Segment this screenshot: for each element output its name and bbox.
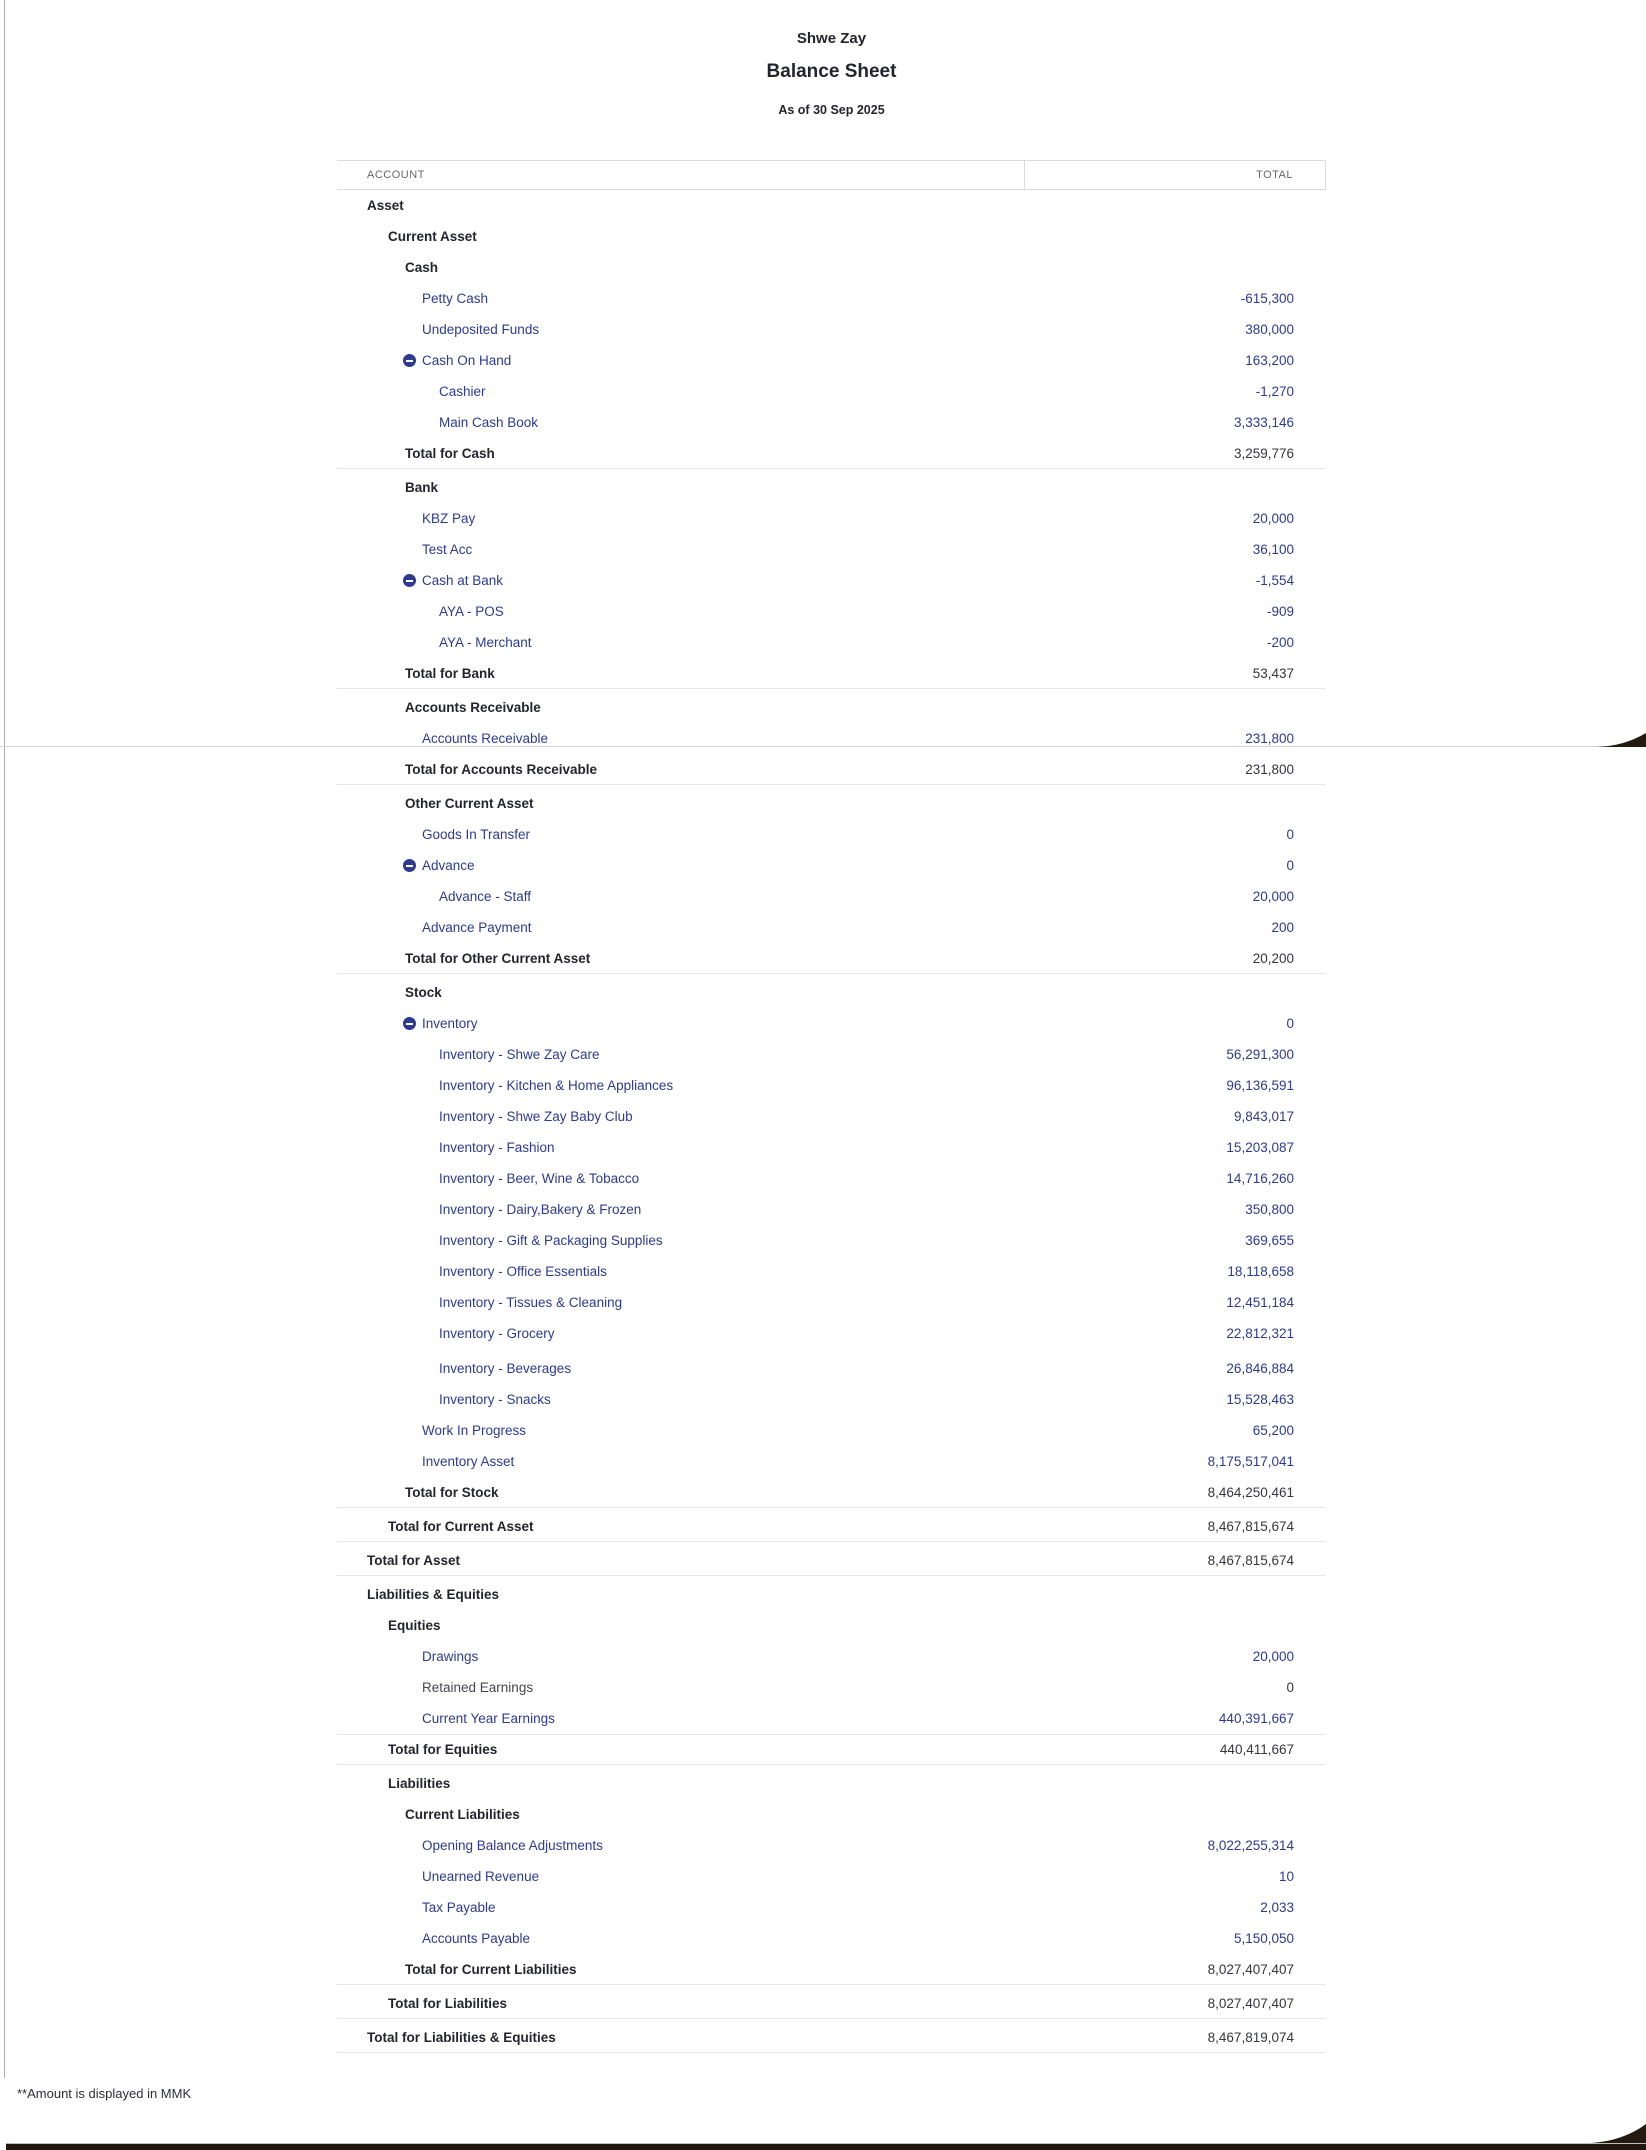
account-label[interactable]: AYA - POS xyxy=(439,604,504,619)
amount-value[interactable]: -615,300 xyxy=(1240,291,1294,306)
amount-value[interactable]: 20,000 xyxy=(1252,1649,1294,1664)
row-petty-cash xyxy=(337,283,1326,314)
account-label[interactable]: Advance - Staff xyxy=(439,889,532,904)
amount-value: 440,411,667 xyxy=(1219,1742,1294,1757)
amount-value[interactable]: 350,800 xyxy=(1245,1202,1294,1217)
account-label[interactable]: Inventory - Fashion xyxy=(439,1140,555,1155)
account-label: Liabilities xyxy=(388,1776,451,1791)
row-total-for-current-liabilities xyxy=(337,1954,1326,1985)
amount-value[interactable]: -1,554 xyxy=(1255,573,1294,588)
amount-value[interactable]: -200 xyxy=(1266,635,1294,650)
amount-value[interactable]: 200 xyxy=(1271,920,1294,935)
amount-value[interactable]: 231,800 xyxy=(1245,731,1294,746)
account-label: Total for Liabilities & Equities xyxy=(367,2029,556,2045)
amount-value[interactable]: 36,100 xyxy=(1252,542,1294,557)
account-label: Bank xyxy=(405,480,439,495)
amount-value[interactable]: 12,451,184 xyxy=(1226,1295,1294,1310)
account-label[interactable]: Advance xyxy=(422,858,475,873)
account-label: Total for Accounts Receivable xyxy=(405,761,598,777)
amount-value: 3,259,776 xyxy=(1233,445,1294,461)
account-label[interactable]: Inventory - Shwe Zay Care xyxy=(439,1047,600,1062)
row-advance xyxy=(337,850,1326,881)
row-inventory-kitchen-home-appliances xyxy=(337,1070,1326,1101)
account-label[interactable]: Goods In Transfer xyxy=(422,827,531,842)
amount-value[interactable]: 96,136,591 xyxy=(1226,1078,1294,1093)
amount-value: 8,467,819,074 xyxy=(1207,2029,1294,2045)
account-label[interactable]: Opening Balance Adjustments xyxy=(422,1838,603,1853)
amount-value[interactable]: 0 xyxy=(1286,858,1294,873)
amount-value[interactable]: 2,033 xyxy=(1260,1900,1294,1915)
account-label[interactable]: Drawings xyxy=(422,1649,479,1664)
row-asset xyxy=(337,190,1326,221)
row-accounts-payable xyxy=(337,1923,1326,1954)
row-total-for-liabilities-equities xyxy=(337,2022,1326,2053)
amount-value: 8,467,815,674 xyxy=(1207,1518,1294,1534)
account-label: Equities xyxy=(388,1618,441,1633)
amount-value[interactable]: 20,000 xyxy=(1252,511,1294,526)
row-cash xyxy=(337,252,1326,283)
row-bank xyxy=(337,472,1326,503)
amount-value: 20,200 xyxy=(1252,950,1294,966)
row-total-for-accounts-receivable xyxy=(337,754,1326,785)
account-label[interactable]: Advance Payment xyxy=(422,920,532,935)
account-label: Asset xyxy=(367,198,404,213)
account-label[interactable]: Unearned Revenue xyxy=(422,1869,540,1884)
account-label: Liabilities & Equities xyxy=(367,1587,500,1602)
amount-value[interactable]: -909 xyxy=(1266,604,1294,619)
account-label[interactable]: Petty Cash xyxy=(422,291,489,306)
amount-value[interactable]: 163,200 xyxy=(1245,353,1294,368)
account-label[interactable]: Inventory - Gift & Packaging Supplies xyxy=(439,1233,663,1248)
account-label: Total for Current Liabilities xyxy=(405,1961,577,1977)
amount-value[interactable]: 15,528,463 xyxy=(1226,1392,1294,1407)
amount-value[interactable]: 22,812,321 xyxy=(1226,1326,1294,1341)
account-label: Total for Asset xyxy=(367,1552,461,1568)
row-inventory-shwe-zay-baby-club xyxy=(337,1101,1326,1132)
collapse-minus-icon[interactable] xyxy=(403,354,416,367)
account-label[interactable]: Test Acc xyxy=(422,542,473,557)
amount-value[interactable]: 5,150,050 xyxy=(1233,1931,1294,1946)
amount-value: 8,027,407,407 xyxy=(1207,1961,1294,1977)
amount-value: 231,800 xyxy=(1245,761,1294,777)
row-kbz-pay xyxy=(337,503,1326,534)
amount-value: 8,027,407,407 xyxy=(1207,1995,1294,2011)
amount-value[interactable]: 369,655 xyxy=(1245,1233,1294,1248)
balance-sheet-table xyxy=(337,160,1326,2056)
account-label[interactable]: Inventory xyxy=(422,1016,478,1031)
row-total-for-cash xyxy=(337,438,1326,469)
row-inventory-beverages xyxy=(337,1353,1326,1384)
row-equities xyxy=(337,1610,1326,1641)
amount-value[interactable]: 0 xyxy=(1286,1016,1294,1031)
column-header-total: TOTAL xyxy=(1024,161,1326,189)
row-stock xyxy=(337,977,1326,1008)
account-label[interactable]: Cashier xyxy=(439,384,486,399)
amount-value[interactable]: 56,291,300 xyxy=(1226,1047,1294,1062)
account-label: Stock xyxy=(405,985,442,1000)
account-label: Other Current Asset xyxy=(405,796,534,811)
account-label[interactable]: Accounts Payable xyxy=(422,1931,531,1946)
account-label: Total for Liabilities xyxy=(388,1995,508,2011)
account-label[interactable]: Inventory - Office Essentials xyxy=(439,1264,607,1279)
row-other-current-asset xyxy=(337,788,1326,819)
account-label: Total for Stock xyxy=(405,1484,499,1500)
account-label: Total for Equities xyxy=(388,1742,498,1757)
amount-value[interactable]: 0 xyxy=(1286,827,1294,842)
row-accounts-receivable xyxy=(337,692,1326,723)
page-curl-artifact-mid xyxy=(1596,733,1646,747)
amount-value[interactable]: 9,843,017 xyxy=(1233,1109,1294,1124)
row-inventory-fashion xyxy=(337,1132,1326,1163)
row-current-year-earnings xyxy=(337,1703,1326,1734)
row-liabilities-equities xyxy=(337,1579,1326,1610)
amount-value[interactable]: 14,716,260 xyxy=(1226,1171,1294,1186)
account-label[interactable]: AYA - Merchant xyxy=(439,635,532,650)
amount-value[interactable]: 8,175,517,041 xyxy=(1207,1454,1294,1469)
row-total-for-liabilities xyxy=(337,1988,1326,2019)
account-label[interactable]: Work In Progress xyxy=(422,1423,527,1438)
page-title: Balance Sheet xyxy=(766,61,897,82)
amount-value[interactable]: 440,391,667 xyxy=(1218,1711,1294,1726)
account-label[interactable]: Current Year Earnings xyxy=(422,1711,555,1726)
account-label: Current Liabilities xyxy=(405,1807,520,1822)
report-header xyxy=(337,30,1326,117)
amount-value[interactable]: 18,118,658 xyxy=(1227,1264,1294,1279)
row-retained-earnings xyxy=(337,1672,1326,1703)
table-header-row xyxy=(337,160,1326,190)
collapse-minus-icon[interactable] xyxy=(403,859,416,872)
table-body xyxy=(337,190,1326,2053)
amount-value[interactable]: 26,846,884 xyxy=(1226,1361,1294,1376)
account-label: Total for Current Asset xyxy=(388,1518,534,1534)
row-inventory-gift-packaging-supplies xyxy=(337,1225,1326,1256)
account-label[interactable]: Inventory - Kitchen & Home Appliances xyxy=(439,1078,674,1093)
account-label[interactable]: Cash at Bank xyxy=(422,573,504,588)
column-header-account: ACCOUNT xyxy=(367,169,425,181)
account-label: Total for Other Current Asset xyxy=(405,950,591,966)
amount-value: 0 xyxy=(1286,1680,1294,1695)
row-total-for-other-current-asset xyxy=(337,943,1326,974)
row-opening-balance-adjustments xyxy=(337,1830,1326,1861)
row-inventory-grocery xyxy=(337,1318,1326,1349)
row-total-for-equities xyxy=(337,1734,1326,1765)
account-label[interactable]: Inventory Asset xyxy=(422,1454,515,1469)
amount-value[interactable]: 10 xyxy=(1278,1869,1294,1884)
report-subtitle: As of 30 Sep 2025 xyxy=(778,103,885,117)
row-inventory-tissues-cleaning xyxy=(337,1287,1326,1318)
account-label[interactable]: Undeposited Funds xyxy=(422,322,540,337)
amount-value[interactable]: 8,022,255,314 xyxy=(1207,1838,1294,1853)
row-inventory-shwe-zay-care xyxy=(337,1039,1326,1070)
collapse-minus-icon[interactable] xyxy=(403,1017,416,1030)
row-inventory-snacks xyxy=(337,1384,1326,1415)
row-total-for-asset xyxy=(337,1545,1326,1576)
row-inventory-beer-wine-tobacco xyxy=(337,1163,1326,1194)
amount-value[interactable]: 15,203,087 xyxy=(1226,1140,1294,1155)
account-label[interactable]: Main Cash Book xyxy=(439,415,539,430)
account-label[interactable]: Cash On Hand xyxy=(422,353,512,368)
row-inventory xyxy=(337,1008,1326,1039)
row-cash-at-bank xyxy=(337,565,1326,596)
row-goods-in-transfer xyxy=(337,819,1326,850)
row-drawings xyxy=(337,1641,1326,1672)
row-liabilities xyxy=(337,1768,1326,1799)
amount-value[interactable]: 380,000 xyxy=(1245,322,1294,337)
account-label: Retained Earnings xyxy=(422,1680,534,1695)
bottom-page-edge-bar xyxy=(6,2143,1646,2150)
amount-value: 53,437 xyxy=(1252,665,1294,681)
account-label[interactable]: Inventory - Grocery xyxy=(439,1326,555,1341)
row-total-for-current-asset xyxy=(337,1511,1326,1542)
row-advance-payment xyxy=(337,912,1326,943)
account-label: Accounts Receivable xyxy=(405,700,541,715)
amount-value[interactable]: -1,270 xyxy=(1255,384,1294,399)
row-tax-payable xyxy=(337,1892,1326,1923)
amount-value[interactable]: 3,333,146 xyxy=(1233,415,1294,430)
row-accounts-receivable xyxy=(337,723,1326,754)
row-current-asset xyxy=(337,221,1326,252)
account-label[interactable]: Inventory - Tissues & Cleaning xyxy=(439,1295,623,1310)
account-label[interactable]: KBZ Pay xyxy=(422,511,476,526)
row-advance-staff xyxy=(337,881,1326,912)
amount-value[interactable]: 65,200 xyxy=(1252,1423,1294,1438)
account-label: Current Asset xyxy=(388,229,477,244)
account-label[interactable]: Inventory - Snacks xyxy=(439,1392,551,1407)
account-label: Total for Cash xyxy=(405,445,495,461)
row-test-acc xyxy=(337,534,1326,565)
account-label[interactable]: Inventory - Dairy,Bakery & Frozen xyxy=(439,1202,642,1217)
account-label: Total for Bank xyxy=(405,665,495,681)
account-label[interactable]: Inventory - Beer, Wine & Tobacco xyxy=(439,1171,640,1186)
account-label[interactable]: Tax Payable xyxy=(422,1900,496,1915)
row-main-cash-book xyxy=(337,407,1326,438)
row-total-for-bank xyxy=(337,658,1326,689)
amount-value[interactable]: 20,000 xyxy=(1252,889,1294,904)
window-left-border xyxy=(4,0,5,2078)
company-name: Shwe Zay xyxy=(796,30,867,47)
page-curl-artifact-bottom xyxy=(1590,2124,1646,2143)
row-work-in-progress xyxy=(337,1415,1326,1446)
account-label: Cash xyxy=(405,260,439,275)
row-cash-on-hand xyxy=(337,345,1326,376)
row-aya-merchant xyxy=(337,627,1326,658)
row-aya-pos xyxy=(337,596,1326,627)
account-label[interactable]: Inventory - Beverages xyxy=(439,1361,572,1376)
collapse-minus-icon[interactable] xyxy=(403,574,416,587)
row-inventory-dairy-bakery-frozen xyxy=(337,1194,1326,1225)
row-unearned-revenue xyxy=(337,1861,1326,1892)
row-total-for-stock xyxy=(337,1477,1326,1508)
amount-value: 8,467,815,674 xyxy=(1207,1552,1294,1568)
account-label[interactable]: Accounts Receivable xyxy=(422,731,549,746)
row-inventory-asset xyxy=(337,1446,1326,1477)
amount-value: 8,464,250,461 xyxy=(1207,1484,1294,1500)
row-cashier xyxy=(337,376,1326,407)
account-label[interactable]: Inventory - Shwe Zay Baby Club xyxy=(439,1109,633,1124)
row-undeposited-funds xyxy=(337,314,1326,345)
currency-footnote: **Amount is displayed in MMK xyxy=(17,2086,192,2101)
row-inventory-office-essentials xyxy=(337,1256,1326,1287)
row-current-liabilities xyxy=(337,1799,1326,1830)
